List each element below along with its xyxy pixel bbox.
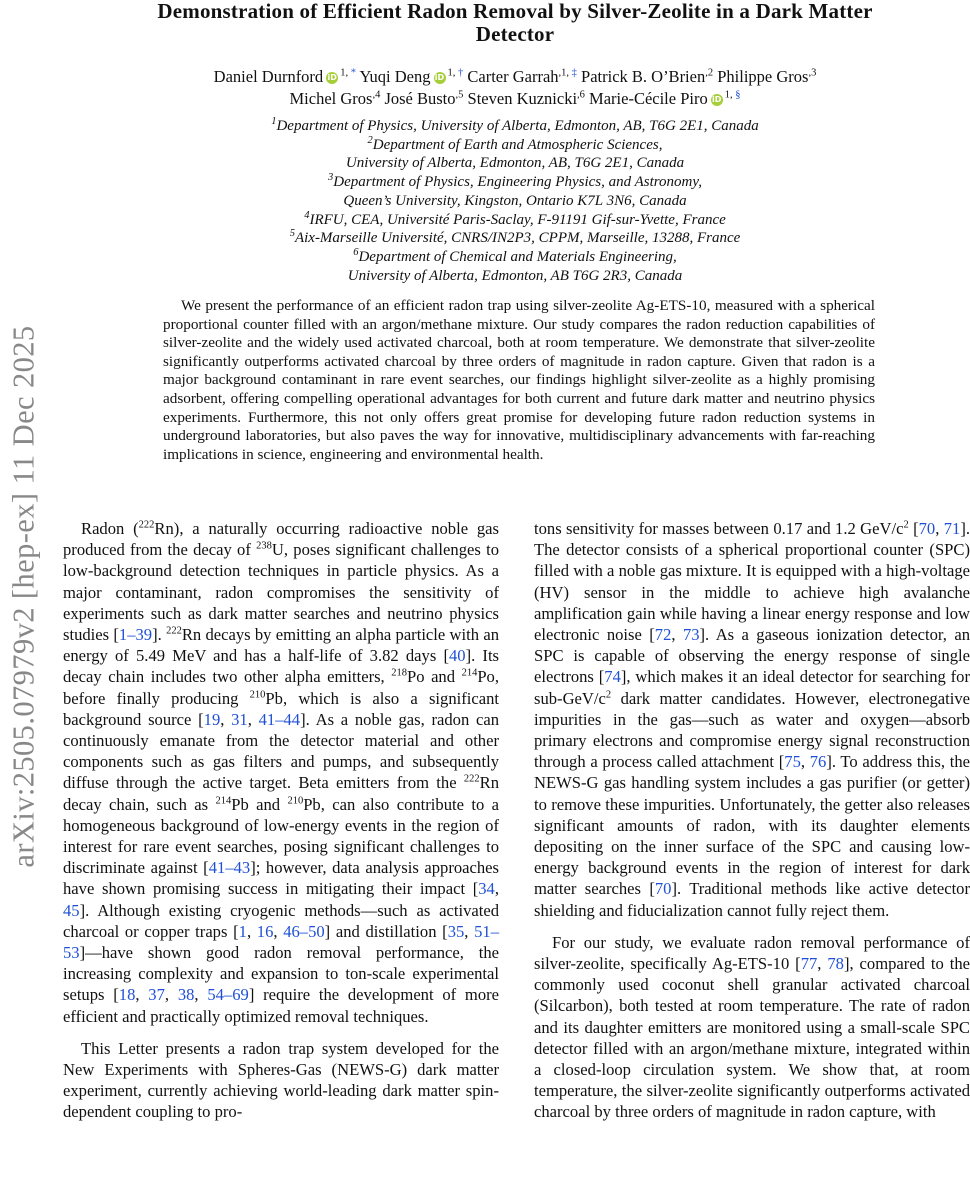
orcid-icon[interactable]: iD — [712, 95, 722, 105]
author — [717, 67, 816, 86]
author-affiliation-mark: ,3 — [808, 67, 817, 79]
superscript: 222 — [138, 519, 155, 531]
citation-link[interactable]: 78 — [827, 954, 844, 974]
author-name: Yuqi Deng — [359, 67, 431, 86]
author-affiliation-mark: 1, * — [340, 67, 356, 79]
paper-title — [60, 0, 970, 46]
title-line-2: Detector — [475, 22, 555, 46]
author-name: Marie-Cécile Piro — [589, 89, 708, 108]
orcid-icon[interactable]: iD — [434, 73, 445, 83]
superscript: 2 — [903, 519, 909, 531]
citation-link[interactable]: 76 — [809, 752, 827, 772]
superscript: 222 — [463, 773, 480, 785]
affiliation-list — [60, 117, 970, 285]
citation-link[interactable]: 75 — [784, 752, 801, 772]
affiliation-line: University of Alberta, Edmonton, AB T6G 2R3, Canada — [347, 267, 683, 284]
body-paragraph: Radon ($^{222}$Rn), a naturally occurring radioactive noble gas produced from the decay of $^{238}$U, poses significant challenges to low-background detection techniques in particle physics. As a major contaminant, radon compromises the sensitivity of experiments such as dark matter searches and neutrino physics studies [1–39]. $^{222}$Rn decays by emitting an alpha particle with an energy of 5.49 MeV and has a half-life of 3.82 days [40]. Its decay chain includes two other alpha emitters, $^{218}$Po and $^{214}$Po, before finally producing $^{210}$Pb, which is also a significant background source [19, 31, 41–44]. As a noble gas, radon can continuously emanate from the detector material and other components such as gas filters and pumps, and subsequently diffuse through the active target. Beta emitters from the $^{222}$Rn decay chain, such as $^{214}$Pb and $^{210}$Pb, can also contribute to a homogeneous background of low-energy events in the region of interest for rare event searches, posing significant challenges to discriminate against [41–43]; however, data analysis approaches have shown promising success in mitigating their impact [34, 45]. Although existing cryogenic methods—such as activated charcoal or copper traps [1, 16, 46–50] and distillation [35, 51–53]—have shown good radon removal performance, the increasing complexity and expansion to ton-scale experimental setups [18, 37, 38, 54–69] require the development of more efficient and practically optimized removal techniques. — [63, 519, 500, 1026]
affiliation-number: 3 — [328, 172, 334, 184]
citation-link[interactable]: 46–50 — [283, 921, 325, 941]
citation-link[interactable]: 73 — [682, 625, 700, 645]
citation-link[interactable]: 72 — [654, 625, 672, 645]
citation-link[interactable]: 37 — [148, 985, 165, 1005]
footnote-link[interactable]: † — [458, 67, 464, 79]
superscript: 210 — [249, 689, 266, 701]
left-column — [63, 518, 499, 1123]
citation-link[interactable]: 38 — [177, 985, 195, 1005]
right-column — [534, 518, 970, 1123]
title-line-1: Demonstration of Efficient Radon Removal by Silver-Zeolite in a Dark Matter — [157, 0, 873, 23]
citation-link[interactable]: 16 — [256, 921, 274, 941]
author-affiliation-mark: ,5 — [455, 89, 464, 101]
author-list — [60, 66, 970, 110]
arxiv-identifier: arXiv:2505.07979v2 [hep-ex] 11 Dec 2025 — [6, 324, 41, 868]
superscript: 222 — [166, 625, 182, 637]
arxiv-sidebar — [4, 292, 44, 900]
author — [581, 67, 713, 86]
abstract: We present the performance of an efficient radon trap using silver-zeolite Ag-ETS-10, measured with a spherical proportional counter filled with an argon/methane mixture. Our study compares the radon reduction capabilities of silver-zeolite and the widely used activated charcoal, both at room temperature. We demonstrate that silver-zeolite significantly outperforms activated charcoal by three orders of magnitude in radon capture. Given that radon is a major background contaminant in rare event searches, our findings highlight silver-zeolite as a highly promising adsorbent, offering compelling operational advantages for both current and future dark matter and neutrino physics experiments. Furthermore, this not only offers great promise for developing future radon reduction systems in underground laboratories, but also paves the way for innovative, multidisciplinary advancements with far-reaching implications in science, engineering and environmental health. — [163, 297, 875, 463]
author-name: José Busto — [384, 89, 456, 108]
affiliation-line: University of Alberta, Edmonton, AB, T6G 2E1, Canada — [345, 155, 685, 172]
body-paragraph: This Letter presents a radon trap system developed for the New Experiments with Spheres-Gas (NEWS-G) dark matter experiment, currently achieving world-leading dark matter spin-dependent coupling to pro- — [63, 1038, 499, 1122]
author-name: Daniel Durnford — [213, 67, 324, 86]
affiliation-line: $^2$Department of Earth and Atmospheric Sciences, — [367, 134, 663, 153]
superscript: 214 — [215, 795, 232, 807]
citation-link[interactable]: 31 — [231, 709, 248, 729]
citation-link[interactable]: 41–43 — [208, 858, 251, 878]
author — [359, 67, 463, 86]
footnote-link[interactable]: * — [350, 67, 356, 79]
superscript: 214 — [461, 667, 478, 679]
author — [214, 67, 356, 86]
author — [468, 89, 585, 108]
citation-link[interactable]: 18 — [118, 985, 136, 1005]
superscript: 2 — [605, 689, 612, 701]
affiliation-line: $^6$Department of Chemical and Materials Engineering, — [353, 246, 677, 265]
author-affiliation-mark: 1, § — [724, 89, 741, 101]
citation-link[interactable]: 34 — [478, 879, 495, 899]
citation-link[interactable]: 41–44 — [258, 709, 301, 729]
citation-link[interactable]: 51–53 — [63, 921, 500, 963]
citation-link[interactable]: 40 — [448, 646, 466, 666]
author-affiliation-mark: ,2 — [705, 67, 714, 79]
affiliation-number: 4 — [304, 209, 310, 221]
citation-link[interactable]: 45 — [63, 900, 80, 920]
citation-link[interactable]: 71 — [943, 519, 961, 538]
author-name: Michel Gros — [289, 89, 373, 108]
citation-link[interactable]: 70 — [918, 519, 936, 538]
author-affiliation-mark: ,4 — [372, 89, 381, 101]
superscript: 210 — [287, 795, 304, 807]
body-paragraph: For our study, we evaluate radon removal performance of silver-zeolite, specifically Ag-ETS-10 [77, 78], compared to the commonly used coconut shell granular activated charcoal (Silcarbon), both tested at room temperature. The rate of radon and its daughter emitters are monitored using a small-scale SPC detector filled with an argon/methane mixture, integrated within a closed-loop circulation system. We show that, at room temperature, the silver-zeolite significantly outperforms activated charcoal by three orders of magnitude in radon capture, with — [534, 932, 970, 1122]
affiliation-line: $^1$Department of Physics, University of Alberta, Edmonton, AB, T6G 2E1, Canada — [271, 116, 759, 134]
author — [384, 89, 463, 108]
author-name: Patrick B. O’Brien — [581, 67, 706, 86]
citation-link[interactable]: 54–69 — [207, 985, 249, 1005]
orcid-icon[interactable]: iD — [327, 73, 337, 83]
author-name: Carter Garrah — [467, 67, 559, 86]
citation-link[interactable]: 35 — [447, 921, 465, 941]
author-name: Philippe Gros — [717, 67, 809, 86]
citation-link[interactable]: 77 — [800, 954, 818, 974]
citation-link[interactable]: 19 — [203, 709, 221, 729]
author — [467, 67, 577, 86]
author-affiliation-mark: ,1, ‡ — [558, 67, 577, 79]
citation-link[interactable]: 1–39 — [118, 625, 153, 645]
author — [290, 89, 381, 108]
affiliation-number: 5 — [289, 228, 295, 240]
citation-link[interactable]: 1 — [238, 921, 247, 941]
affiliation-line: $^3$Department of Physics, Engineering Physics, and Astronomy, — [328, 172, 702, 191]
citation-link[interactable]: 74 — [604, 667, 621, 687]
affiliation-line: $^4$IRFU, CEA, Université Paris-Saclay, F-91191 Gif-sur-Yvette, France — [304, 209, 726, 228]
affiliation-number: 2 — [367, 134, 373, 146]
author — [589, 89, 740, 108]
footnote-link[interactable]: ‡ — [571, 67, 577, 79]
citation-link[interactable]: 70 — [654, 879, 672, 899]
footnote-link[interactable]: § — [735, 89, 741, 101]
body-paragraph: tons sensitivity for masses between 0.17 and 1.2 GeV/$c^2$ [70, 71]. The detector consists of a spherical proportional counter (SPC) filled with a noble gas mixture. It is equipped with a high-voltage (HV) sensor in the middle to achieve high avalanche amplification gain while having a linear energy response and low electronic noise [72, 73]. As a gaseous ionization detector, an SPC is capable of observing the energy response of single electrons [74], which makes it an ideal detector for searching for sub-$GeV/c^2$ dark matter candidates. However, electronegative impurities in the gas—such as water and oxygen—absorb primary electrons and compromise energy signal reconstruction through a process called attachment [75, 76]. To address this, the NEWS-G gas handling system includes a gas purifier (or getter) to remove these impurities. Unfortunately, the getter also releases significant amounts of radon, with its daughter elements depositing on the inner surface of the SPC and causing low-energy background events in the region of interest for dark matter searches [70]. Traditional methods like active detector shielding and fiducialization cannot fully reject them. — [534, 519, 970, 920]
author-affiliation-mark: ,6 — [577, 89, 585, 101]
superscript: 238 — [256, 540, 272, 552]
affiliation-line: Queen’s University, Kingston, Ontario K7L 3N6, Canada — [343, 192, 687, 209]
superscript: 218 — [391, 667, 407, 679]
author-affiliation-mark: 1, † — [447, 67, 464, 79]
affiliation-number: 1 — [271, 116, 277, 127]
author-name: Steven Kuznicki — [467, 89, 578, 108]
affiliation-line: $^5$Aix-Marseille Université, CNRS/IN2P3, CPPM, Marseille, 13288, France — [289, 228, 741, 247]
affiliation-number: 6 — [353, 246, 359, 258]
